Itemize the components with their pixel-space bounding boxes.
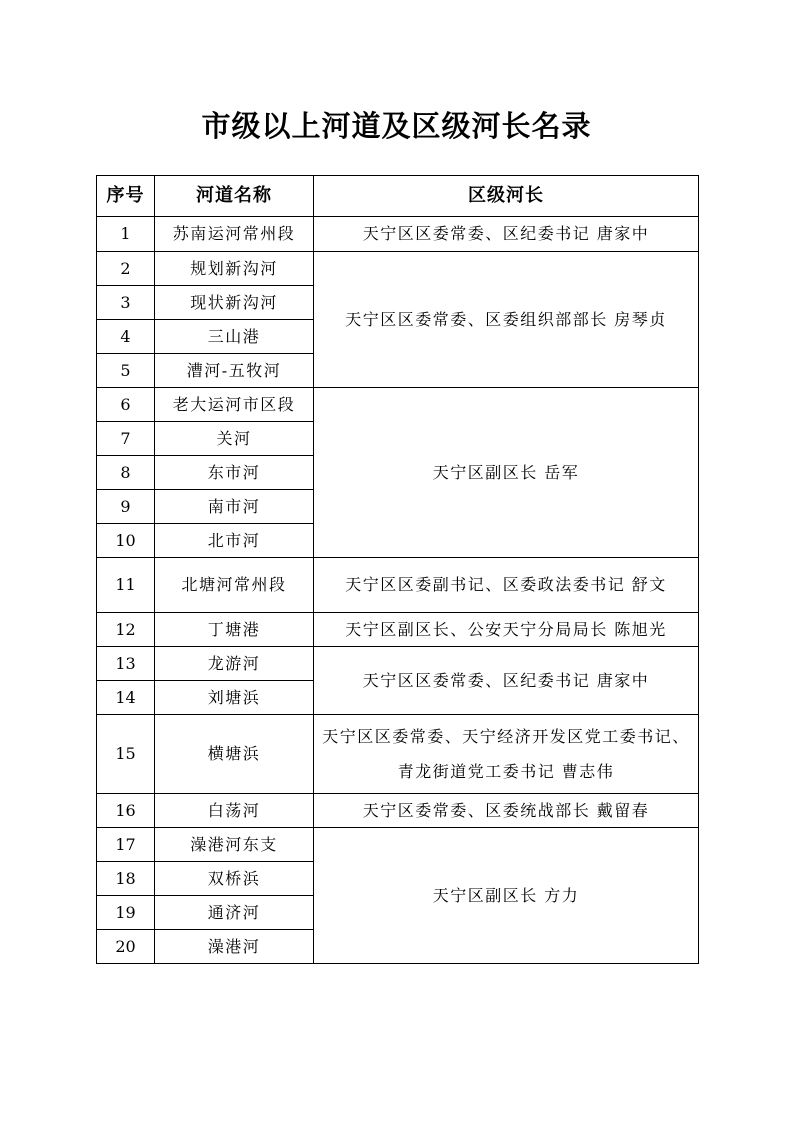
river-name: 漕河-五牧河: [155, 354, 314, 388]
river-name: 北塘河常州段: [155, 558, 314, 613]
river-chief-table: [96, 175, 699, 964]
row-no: 5: [97, 354, 155, 388]
row-no: 9: [97, 490, 155, 524]
chief-cell: 天宁区委常委、区委统战部长 戴留春: [314, 794, 699, 828]
table-row: [97, 715, 699, 794]
row-no: 13: [97, 647, 155, 681]
river-name: 现状新沟河: [155, 286, 314, 320]
row-no: 20: [97, 930, 155, 964]
chief-cell: 天宁区区委常委、区纪委书记 唐家中: [314, 217, 699, 252]
row-no: 7: [97, 422, 155, 456]
river-name: 通济河: [155, 896, 314, 930]
river-name: 双桥浜: [155, 862, 314, 896]
table-row: [97, 613, 699, 647]
header-river: 河道名称: [155, 176, 314, 217]
row-no: 14: [97, 681, 155, 715]
river-name: 龙游河: [155, 647, 314, 681]
chief-cell: 天宁区区委常委、区纪委书记 唐家中: [314, 647, 699, 715]
river-name: 老大运河市区段: [155, 388, 314, 422]
page-title: 市级以上河道及区级河长名录: [201, 109, 592, 143]
chief-cell: 天宁区副区长 岳军: [314, 388, 699, 558]
river-name: 北市河: [155, 524, 314, 558]
row-no: 1: [97, 217, 155, 252]
chief-cell: 天宁区区委常委、天宁经济开发区党工委书记、青龙街道党工委书记 曹志伟: [314, 715, 699, 794]
river-name: 关河: [155, 422, 314, 456]
chief-cell: 天宁区副区长 方力: [314, 828, 699, 964]
river-name: 南市河: [155, 490, 314, 524]
row-no: 4: [97, 320, 155, 354]
table-row: [97, 388, 699, 422]
header-row: [97, 176, 699, 217]
row-no: 12: [97, 613, 155, 647]
row-no: 18: [97, 862, 155, 896]
table-row: [97, 558, 699, 613]
river-name: 苏南运河常州段: [155, 217, 314, 252]
row-no: 15: [97, 715, 155, 794]
river-name: 丁塘港: [155, 613, 314, 647]
header-chief: 区级河长: [314, 176, 699, 217]
chief-cell: 天宁区区委副书记、区委政法委书记 舒文: [314, 558, 699, 613]
river-name: 横塘浜: [155, 715, 314, 794]
row-no: 16: [97, 794, 155, 828]
row-no: 10: [97, 524, 155, 558]
header-no: 序号: [97, 176, 155, 217]
river-name: 三山港: [155, 320, 314, 354]
row-no: 2: [97, 252, 155, 286]
row-no: 3: [97, 286, 155, 320]
table-row: [97, 794, 699, 828]
row-no: 11: [97, 558, 155, 613]
river-name: 澡港河东支: [155, 828, 314, 862]
table-row: [97, 647, 699, 681]
river-name: 白荡河: [155, 794, 314, 828]
river-name: 澡港河: [155, 930, 314, 964]
row-no: 19: [97, 896, 155, 930]
table-row: [97, 252, 699, 286]
row-no: 8: [97, 456, 155, 490]
river-name: 规划新沟河: [155, 252, 314, 286]
river-name: 刘塘浜: [155, 681, 314, 715]
row-no: 17: [97, 828, 155, 862]
table-row: [97, 217, 699, 252]
chief-cell: 天宁区副区长、公安天宁分局局长 陈旭光: [314, 613, 699, 647]
river-name: 东市河: [155, 456, 314, 490]
row-no: 6: [97, 388, 155, 422]
table-row: [97, 828, 699, 862]
chief-cell: 天宁区区委常委、区委组织部部长 房琴贞: [314, 252, 699, 388]
